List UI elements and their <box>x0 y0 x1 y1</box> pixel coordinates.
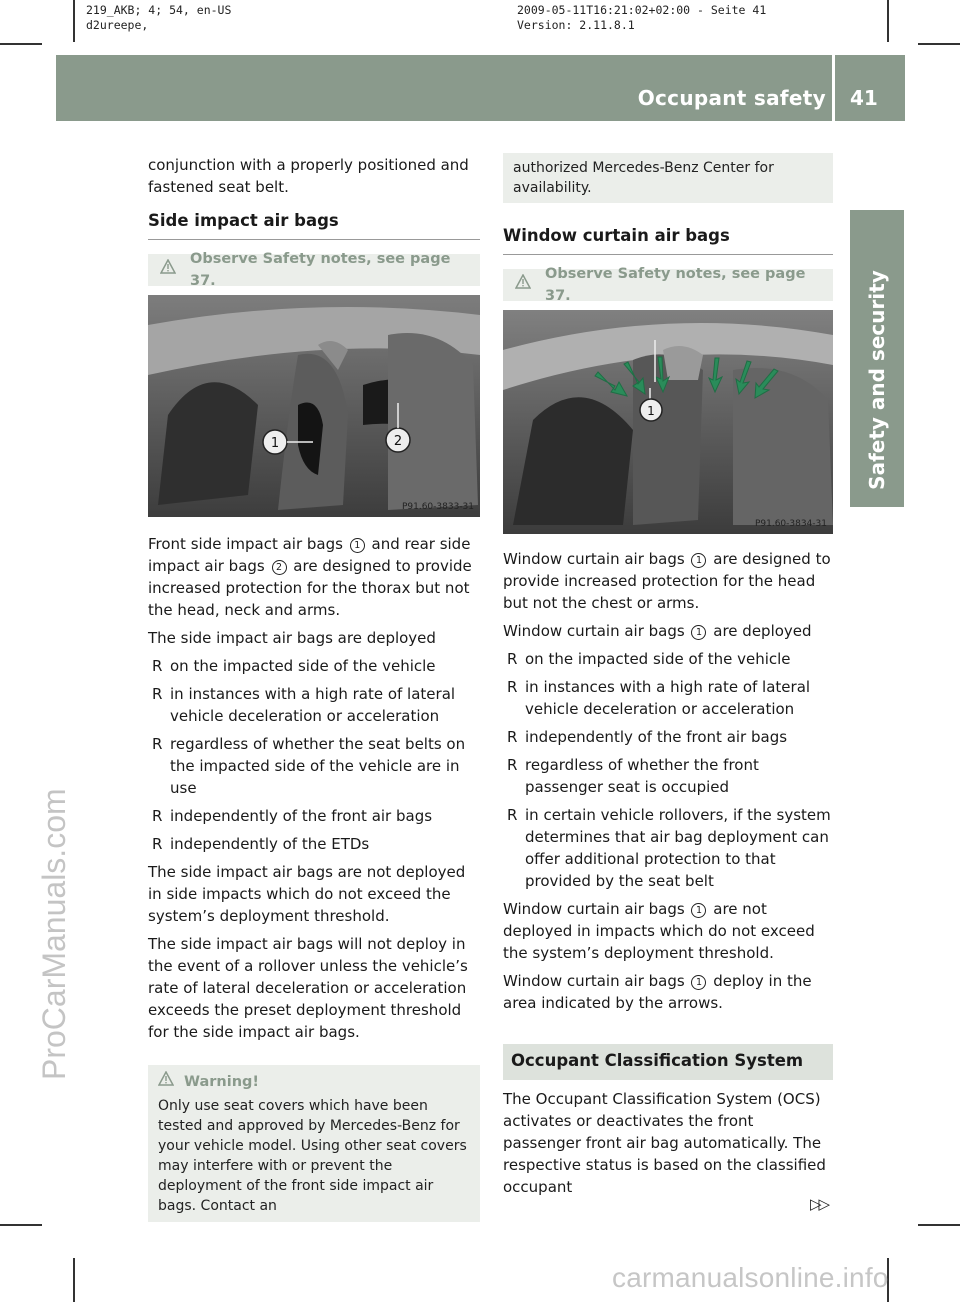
header-divider <box>832 55 835 121</box>
page-title: Occupant safety <box>637 86 826 110</box>
curtain-airbag-photo <box>503 310 833 534</box>
warning-triangle-icon <box>160 259 176 281</box>
list-item: R on the impacted side of the vehicle <box>507 650 791 668</box>
list-item: R independently of the front air bags <box>152 807 433 825</box>
callout-1: 1 <box>691 903 706 918</box>
list-item: R in instances with a high rate of lateral vehicle deceleration or acceleration <box>152 685 456 725</box>
warning-triangle-icon <box>158 1071 174 1092</box>
callout-2: 2 <box>272 560 287 575</box>
section-heading: Window curtain air bags <box>503 225 833 255</box>
page-number: 41 <box>850 86 878 110</box>
list-item: R independently of the ETDs <box>152 835 370 853</box>
right-column <box>503 153 833 1204</box>
safety-note-link[interactable]: Observe Safety notes, see page 37. <box>190 251 451 289</box>
list-item: R in instances with a high rate of lateral vehicle deceleration or acceleration <box>507 678 811 718</box>
list-item: R independently of the front air bags <box>507 728 788 746</box>
safety-note-link[interactable]: Observe Safety notes, see page 37. <box>545 266 806 304</box>
callout-1: 1 <box>691 553 706 568</box>
paragraph: The side impact air bags will not deploy in the event of a rollover unless the vehicle’s rate of lateral deceleration or acceleration exceeds the preset deployment threshold for the side impact air bags. <box>148 935 468 1041</box>
crop-mark <box>73 1258 75 1302</box>
callout-1: 1 <box>350 538 365 553</box>
crop-mark <box>918 43 960 45</box>
side-tab-label: Safety and security <box>865 270 889 490</box>
paragraph: Window curtain air bags 1 are not deployed in impacts which do not exceed the system’s deployment threshold. <box>503 900 815 962</box>
photo-code: P91.60-3833-31 <box>401 502 474 512</box>
left-column <box>148 154 480 1222</box>
footer-watermark: carmanualsonline.info <box>612 1262 889 1293</box>
callout-1: 1 <box>691 625 706 640</box>
list-item: R in certain vehicle rollovers, if the system determines that air bag deployment can offer additional protection to that provided by the seat belt <box>507 806 831 890</box>
list-item: R regardless of whether the front passenger seat is occupied <box>507 756 759 796</box>
safety-note <box>148 251 480 289</box>
print-meta-left: 219_AKB; 4; 54, en-US d2ureepe, <box>86 3 232 32</box>
print-meta-right: 2009-05-11T16:21:02+02:00 - Seite 41 Version: 2.11.8.1 <box>517 3 767 32</box>
svg-text:1: 1 <box>270 436 280 451</box>
paragraph: Window curtain air bags 1 deploy in the area indicated by the arrows. <box>503 972 812 1012</box>
crop-mark <box>73 0 75 42</box>
side-tab-marker <box>850 210 904 252</box>
side-airbag-photo <box>148 295 480 517</box>
list-item: R regardless of whether the seat belts on the impacted side of the vehicle are in use <box>152 735 466 797</box>
section-heading: Side impact air bags <box>148 210 480 240</box>
paragraph: Window curtain air bags 1 are deployed <box>503 622 812 640</box>
photo-code: P91.60-3834-31 <box>754 519 827 529</box>
continue-arrow-icon: ▷▷ <box>810 1195 828 1213</box>
list-item: R on the impacted side of the vehicle <box>152 657 436 675</box>
paragraph: Window curtain air bags 1 are designed to provide increased protection for the head but not the chest or arms. <box>503 550 831 612</box>
warning-box-continued: authorized Mercedes-Benz Center for availability. <box>503 153 833 203</box>
section-heading-ocs: Occupant Classification System <box>503 1044 833 1080</box>
paragraph: The side impact air bags are not deployed in side impacts which do not exceed the system’s deployment threshold. <box>148 863 466 925</box>
warning-text: Only use seat covers which have been tested and approved by Mercedes-Benz for your vehicle model. Using other seat covers may interfere with or prevent the deployment of the front side impact air bags. Contact an <box>158 1098 467 1214</box>
crop-mark <box>887 0 889 42</box>
svg-text:2: 2 <box>393 434 403 449</box>
intro-text: conjunction with a properly positioned and fastened seat belt. <box>148 156 469 196</box>
warning-triangle-icon <box>515 274 531 296</box>
paragraph: The side impact air bags are deployed <box>148 629 436 647</box>
svg-text:1: 1 <box>647 404 655 418</box>
warning-box <box>148 1065 480 1222</box>
crop-mark <box>918 1224 960 1226</box>
watermark: ProCarManuals.com <box>36 788 72 1080</box>
crop-mark <box>0 43 42 45</box>
paragraph: The Occupant Classification System (OCS) activates or deactivates the front passenger front air bag automatically. The respective status is based on the classified occupant <box>503 1090 826 1196</box>
paragraph: Front side impact air bags 1 and rear side impact air bags 2 are designed to provide increased protection for the thorax but not the head, neck and arms. <box>148 535 472 619</box>
warning-title: Warning! <box>184 1073 260 1090</box>
callout-1: 1 <box>691 975 706 990</box>
safety-note <box>503 266 833 304</box>
crop-mark <box>0 1224 42 1226</box>
